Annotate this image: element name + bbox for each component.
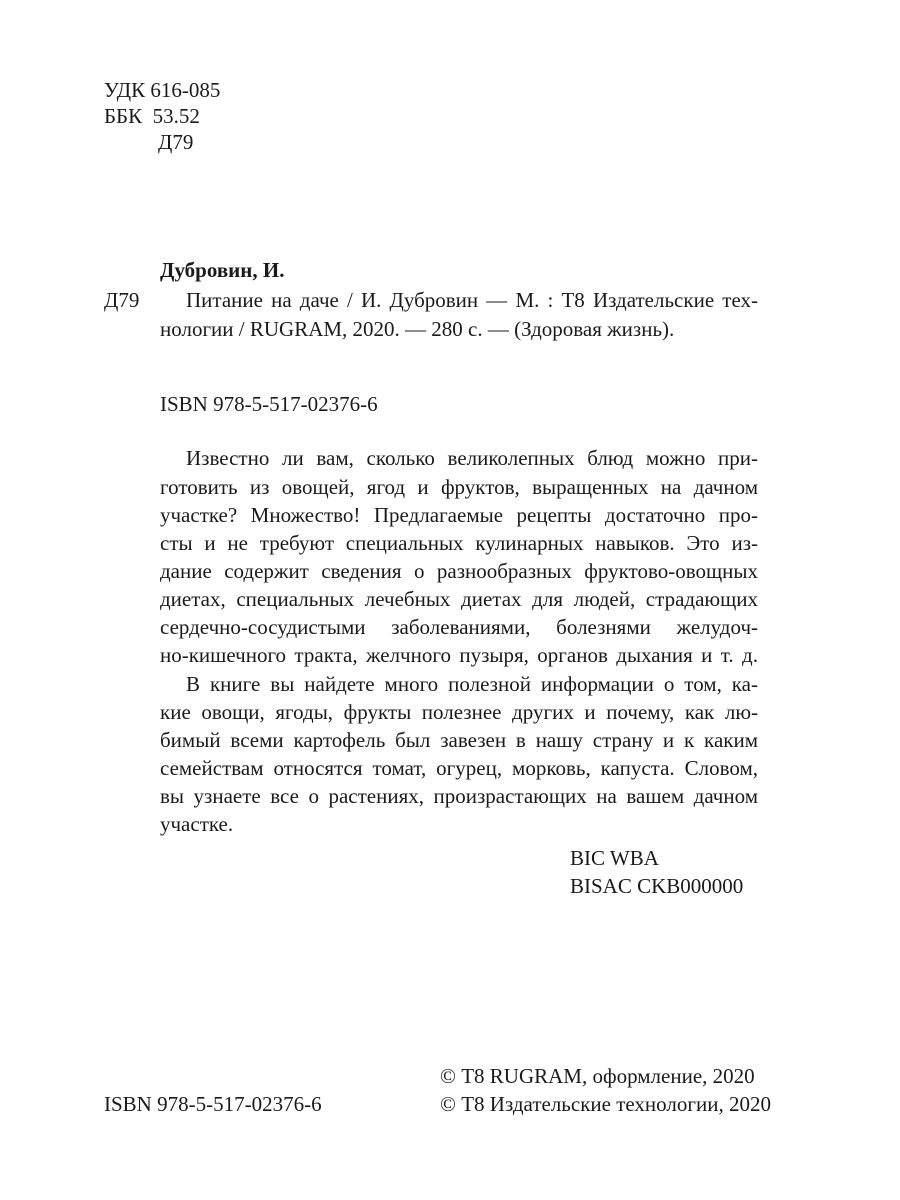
annotation-line: кие овощи, ягоды, фрукты полезнее других и почему, как лю-	[160, 700, 758, 724]
isbn-footer: ISBN 978-5-517-02376-6	[104, 1092, 322, 1116]
annotation-line: сердечно-сосудистыми заболеваниями, болезнями желудоч-	[160, 615, 758, 639]
copyright-line: © Т8 Издательские технологии, 2020	[440, 1092, 771, 1116]
udk-value: 616-085	[150, 78, 221, 102]
annotation-line: сты и не требуют специальных кулинарных навыков. Это из-	[160, 531, 758, 555]
author-mark: Д79	[104, 288, 140, 312]
annotation-line: дание содержит сведения о разнообразных фруктово-овощных	[160, 559, 758, 583]
annotation-line: бимый всеми картофель был завезен в нашу страну и к каким	[160, 728, 758, 752]
annotation-line: готовить из овощей, ягод и фруктов, выращенных на дачном	[160, 475, 758, 499]
bic-code: BIC WBA	[570, 846, 659, 870]
annotation-line: участке? Множество! Предлагаемые рецепты достаточно про-	[160, 503, 758, 527]
annotation-line: вы узнаете все о растениях, произрастающих на вашем дачном	[160, 784, 758, 808]
bbk-label: ББК	[104, 104, 143, 128]
annotation-line: диетах, специальных лечебных диетах для людей, страдающих	[160, 587, 758, 611]
annotation-line: семействам относятся томат, огурец, морковь, капуста. Словом,	[160, 756, 758, 780]
bisac-code: BISAC CKB000000	[570, 874, 744, 898]
udk-line	[104, 76, 220, 104]
bbk-value: 53.52	[152, 104, 200, 128]
isbn-main: ISBN 978-5-517-02376-6	[160, 392, 378, 416]
bbk-line	[104, 102, 200, 130]
udk-label: УДК	[104, 78, 146, 102]
copyright-line: © Т8 RUGRAM, оформление, 2020	[440, 1064, 755, 1088]
annotation-line: участке.	[160, 812, 234, 836]
annotation-line: Известно ли вам, сколько великолепных блюд можно при-	[186, 446, 758, 470]
annotation-line: В книге вы найдете много полезной информации о том, ка-	[186, 672, 758, 696]
annotation-line: но-кишечного тракта, желчного пузыря, органов дыхания и т. д.	[160, 643, 758, 667]
author-name: Дубровин, И.	[160, 258, 285, 282]
author-mark-top: Д79	[158, 130, 194, 154]
catalog-description-line: Питание на даче / И. Дубровин — М. : Т8 Издательские тех-	[186, 288, 758, 312]
catalog-description-line: нологии / RUGRAM, 2020. — 280 с. — (Здоровая жизнь).	[160, 317, 675, 341]
